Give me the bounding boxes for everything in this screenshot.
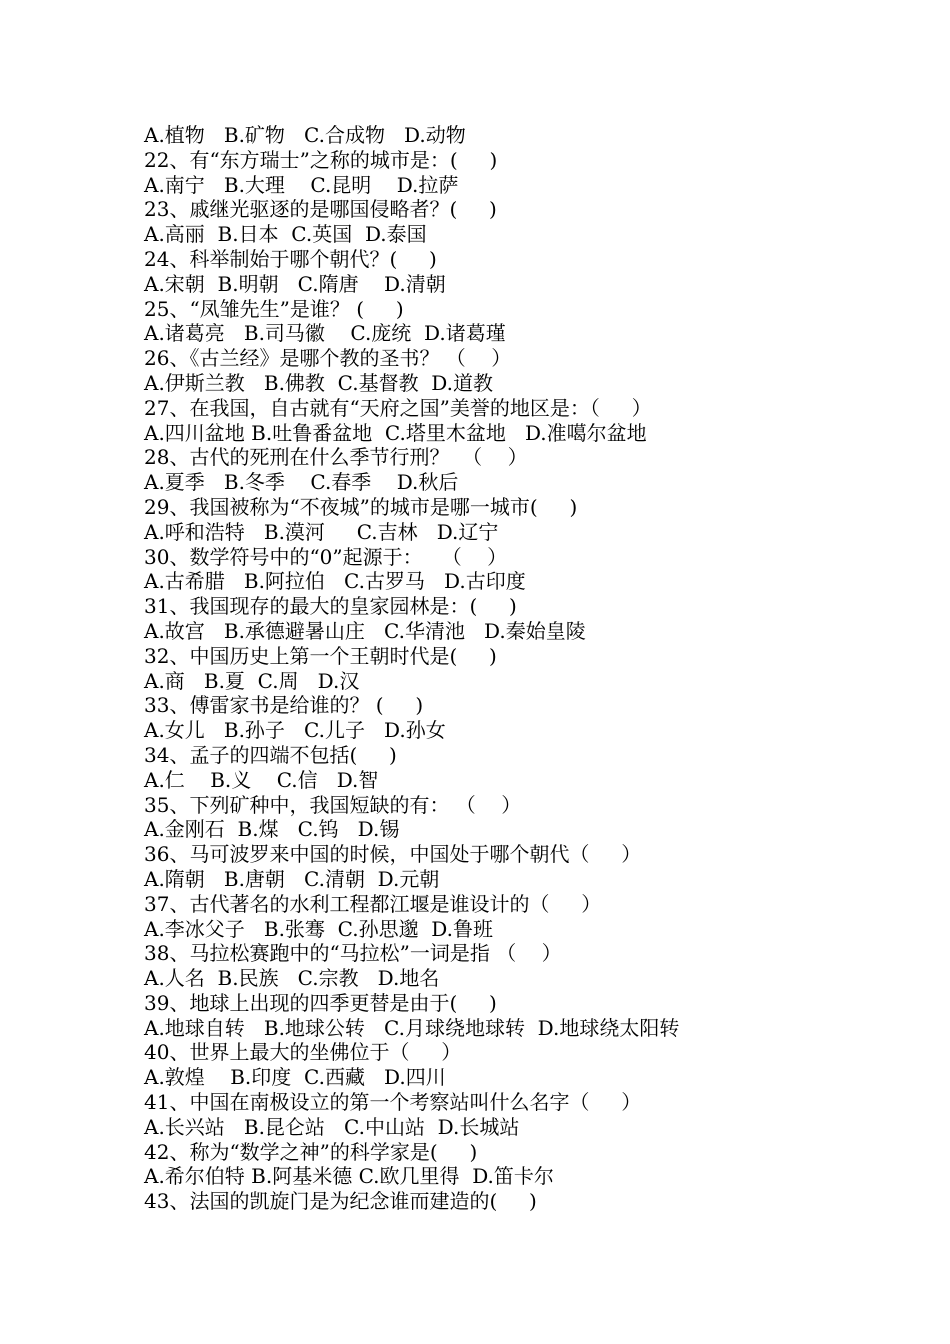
answer-options: A.夏季 B.冬季 C.春季 D.秋后 bbox=[144, 470, 459, 495]
text-line: A.植物 B.矿物 C.合成物 D.动物 bbox=[144, 123, 466, 147]
question-line: 29、我国被称为“不夜城”的城市是哪一城市( ) bbox=[144, 494, 578, 519]
question-line: 23、戚继光驱逐的是哪国侵略者？( ) bbox=[144, 197, 497, 222]
question-line: 39、地球上出现的四季更替是由于( ) bbox=[144, 990, 497, 1015]
answer-options: A.呼和浩特 B.漠河 C.吉林 D.辽宁 bbox=[144, 519, 499, 544]
question-line: 34、孟子的四端不包括( ) bbox=[144, 742, 397, 767]
question-line: 35、下列矿种中，我国短缺的有： （ ） bbox=[144, 792, 522, 817]
answer-options: A.地球自转 B.地球公转 C.月球绕地球转 D.地球绕太阳转 bbox=[144, 1015, 680, 1040]
question-line: 26、《古兰经》是哪个教的圣书？ （ ） bbox=[144, 346, 512, 371]
answer-options: A.古希腊 B.阿拉伯 C.古罗马 D.古印度 bbox=[144, 569, 526, 594]
answer-options: A.宋朝 B.明朝 C.隋唐 D.清朝 bbox=[144, 271, 446, 296]
question-line: 42、称为“数学之神”的科学家是( ) bbox=[144, 1139, 478, 1164]
answer-options: A.故宫 B.承德避暑山庄 C.华清池 D.秦始皇陵 bbox=[144, 618, 586, 643]
question-line: 27、在我国，自古就有“天府之国”美誉的地区是：（ ） bbox=[144, 395, 652, 420]
answer-options: A.四川盆地 B.吐鲁番盆地 C.塔里木盆地 D.准噶尔盆地 bbox=[144, 420, 647, 445]
question-line: 22、有“东方瑞士”之称的城市是：( ) bbox=[144, 147, 498, 172]
answer-options: A.南宁 B.大理 C.昆明 D.拉萨 bbox=[144, 172, 459, 197]
answer-options: A.敦煌 B.印度 C.西藏 D.四川 bbox=[144, 1065, 446, 1090]
answer-options: A.人名 B.民族 C.宗教 D.地名 bbox=[144, 966, 440, 991]
question-line: 33、傅雷家书是给谁的？ ( ) bbox=[144, 693, 424, 718]
answer-options: A.隋朝 B.唐朝 C.清朝 D.元朝 bbox=[144, 866, 440, 891]
question-line: 37、古代著名的水利工程都江堰是谁设计的（ ） bbox=[144, 891, 602, 916]
answer-options: A.希尔伯特 B.阿基米德 C.欧几里得 D.笛卡尔 bbox=[144, 1164, 554, 1189]
answer-options: A.长兴站 B.昆仑站 C.中山站 D.长城站 bbox=[144, 1114, 520, 1139]
question-line: 32、中国历史上第一个王朝时代是( ) bbox=[144, 643, 497, 668]
question-line: 25、“凤雏先生”是谁？ ( ) bbox=[144, 296, 404, 321]
answer-options: A.女儿 B.孙子 C.儿子 D.孙女 bbox=[144, 718, 446, 743]
question-line: 30、数学符号中的“0”起源于： （ ） bbox=[144, 544, 508, 569]
question-line: 28、古代的死刑在什么季节行刑？ （ ） bbox=[144, 445, 528, 470]
question-line: 31、我国现存的最大的皇家园林是：( ) bbox=[144, 594, 517, 619]
question-line: 43、法国的凯旋门是为纪念谁而建造的( ) bbox=[144, 1189, 537, 1214]
answer-options: A.金刚石 B.煤 C.钨 D.锡 bbox=[144, 817, 400, 842]
answer-options: A.商 B.夏 C.周 D.汉 bbox=[144, 668, 360, 693]
question-line: 40、世界上最大的坐佛位于（ ） bbox=[144, 1040, 462, 1065]
question-line: 36、马可波罗来中国的时候，中国处于哪个朝代（ ） bbox=[144, 842, 642, 867]
answer-options: A.高丽 B.日本 C.英国 D.泰国 bbox=[144, 222, 427, 247]
document-body bbox=[144, 123, 904, 1214]
question-line: 38、马拉松赛跑中的“马拉松”一词是指 （ ） bbox=[144, 941, 562, 966]
answer-options: A.诸葛亮 B.司马徽 C.庞统 D.诸葛瑾 bbox=[144, 321, 506, 346]
question-line: 24、科举制始于哪个朝代？( ) bbox=[144, 246, 437, 271]
question-line: 41、中国在南极设立的第一个考察站叫什么名字（ ） bbox=[144, 1090, 642, 1115]
answer-options: A.仁 B.义 C.信 D.智 bbox=[144, 767, 379, 792]
answer-options: A.李冰父子 B.张骞 C.孙思邈 D.鲁班 bbox=[144, 916, 493, 941]
answer-options: A.伊斯兰教 B.佛教 C.基督教 D.道教 bbox=[144, 370, 493, 395]
